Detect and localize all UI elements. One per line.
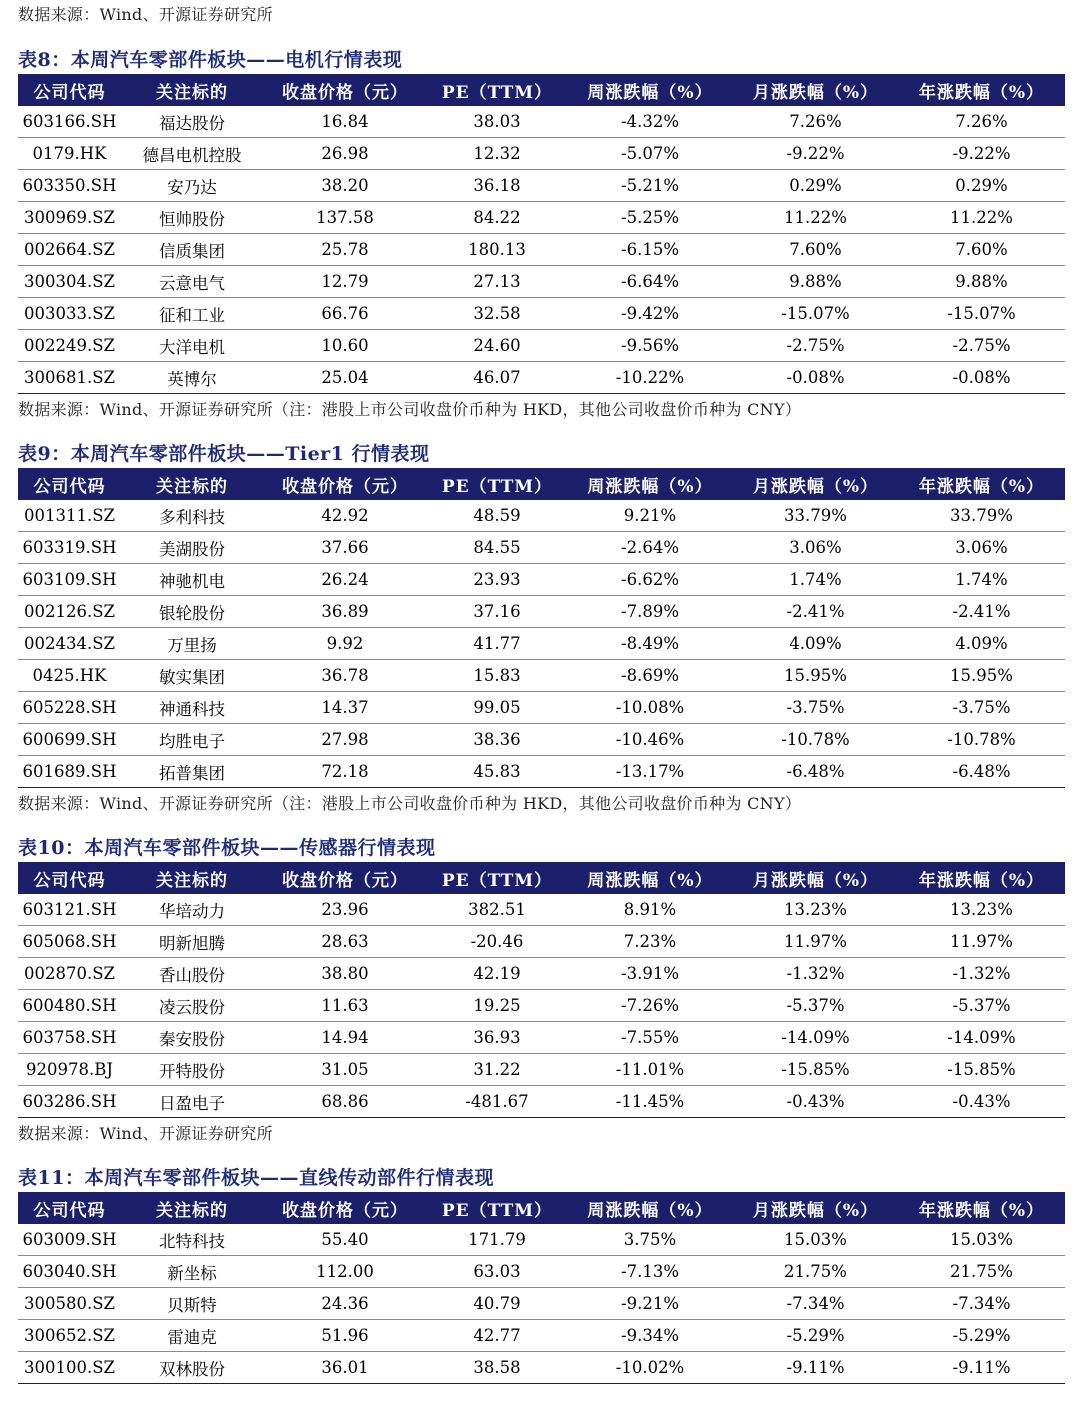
column-header: 公司代码 bbox=[33, 1200, 106, 1221]
column-header: 收盘价格（元） bbox=[282, 870, 408, 891]
table-cell: 46.07 bbox=[427, 362, 567, 394]
table-section bbox=[18, 834, 1065, 1150]
column-header: 月涨跌幅（%） bbox=[752, 870, 879, 891]
table-cell: -4.32% bbox=[567, 106, 733, 138]
tables-container bbox=[18, 46, 1065, 1384]
table-cell: 31.05 bbox=[263, 1054, 427, 1086]
table-cell: 英博尔 bbox=[121, 362, 263, 394]
table-cell: 300304.SZ bbox=[18, 266, 121, 298]
table-cell: 3.06% bbox=[898, 532, 1065, 564]
table-row bbox=[18, 532, 1065, 564]
table-cell: -9.11% bbox=[733, 1352, 898, 1384]
table-cell: -6.48% bbox=[733, 756, 898, 788]
table-cell: 23.96 bbox=[263, 894, 427, 926]
table-cell: 24.60 bbox=[427, 330, 567, 362]
table-cell: 双林股份 bbox=[121, 1352, 263, 1384]
table-cell: -15.07% bbox=[733, 298, 898, 330]
table-cell: -15.07% bbox=[898, 298, 1065, 330]
table-cell: 21.75% bbox=[733, 1256, 898, 1288]
table-cell: -0.08% bbox=[733, 362, 898, 394]
table-cell: 7.23% bbox=[567, 926, 733, 958]
table-cell: -10.78% bbox=[898, 724, 1065, 756]
table-cell: -14.09% bbox=[898, 1022, 1065, 1054]
table-cell: 15.95% bbox=[898, 660, 1065, 692]
table-row bbox=[18, 330, 1065, 362]
table-row bbox=[18, 958, 1065, 990]
column-header: 收盘价格（元） bbox=[282, 476, 408, 497]
table-cell: -9.21% bbox=[567, 1288, 733, 1320]
table-cell: 32.58 bbox=[427, 298, 567, 330]
table-title: 表8：本周汽车零部件板块——电机行情表现 bbox=[18, 49, 403, 71]
column-header: 年涨跌幅（%） bbox=[918, 82, 1045, 103]
column-header: 关注标的 bbox=[156, 82, 228, 103]
table-cell: 84.55 bbox=[427, 532, 567, 564]
table-cell: 27.13 bbox=[427, 266, 567, 298]
table-cell: -9.11% bbox=[898, 1352, 1065, 1384]
table-cell: 11.22% bbox=[733, 202, 898, 234]
table-cell: -3.75% bbox=[898, 692, 1065, 724]
table-cell: 40.79 bbox=[427, 1288, 567, 1320]
table-cell: 美湖股份 bbox=[121, 532, 263, 564]
table-cell: 7.26% bbox=[733, 106, 898, 138]
table-cell: 拓普集团 bbox=[121, 756, 263, 788]
table-cell: 1.74% bbox=[733, 564, 898, 596]
table-cell: 9.92 bbox=[263, 628, 427, 660]
table-cell: -7.26% bbox=[567, 990, 733, 1022]
table-row bbox=[18, 1352, 1065, 1384]
table-cell: 安乃达 bbox=[121, 170, 263, 202]
table-cell: 601689.SH bbox=[18, 756, 121, 788]
table-cell: -7.89% bbox=[567, 596, 733, 628]
table-cell: 26.24 bbox=[263, 564, 427, 596]
table-cell: -0.43% bbox=[898, 1086, 1065, 1118]
table-cell: 新坐标 bbox=[121, 1256, 263, 1288]
table-cell: -15.85% bbox=[733, 1054, 898, 1086]
table-cell: -6.15% bbox=[567, 234, 733, 266]
table-cell: -5.37% bbox=[733, 990, 898, 1022]
table-cell: 15.03% bbox=[733, 1224, 898, 1256]
column-header: 周涨跌幅（%） bbox=[587, 476, 713, 497]
table-row bbox=[18, 1086, 1065, 1118]
table-row bbox=[18, 628, 1065, 660]
column-header: 公司代码 bbox=[33, 870, 106, 891]
table-title: 表11：本周汽车零部件板块——直线传动部件行情表现 bbox=[18, 1167, 494, 1189]
table-cell: -7.13% bbox=[567, 1256, 733, 1288]
quote-table bbox=[18, 1192, 1065, 1384]
column-header: 年涨跌幅（%） bbox=[918, 476, 1045, 497]
quote-table bbox=[18, 862, 1065, 1118]
table-cell: 0.29% bbox=[733, 170, 898, 202]
table-cell: 180.13 bbox=[427, 234, 567, 266]
table-cell: 42.92 bbox=[263, 500, 427, 532]
table-cell: -10.02% bbox=[567, 1352, 733, 1384]
table-cell: 9.88% bbox=[733, 266, 898, 298]
table-cell: 137.58 bbox=[263, 202, 427, 234]
table-cell: 0.29% bbox=[898, 170, 1065, 202]
column-header: 关注标的 bbox=[156, 1200, 228, 1221]
header-row bbox=[18, 1192, 1065, 1224]
table-cell: 600480.SH bbox=[18, 990, 121, 1022]
table-cell: 福达股份 bbox=[121, 106, 263, 138]
table-cell: 3.75% bbox=[567, 1224, 733, 1256]
column-header: 年涨跌幅（%） bbox=[918, 870, 1045, 891]
column-header: PE（TTM） bbox=[441, 1200, 553, 1221]
document-page bbox=[18, 0, 1065, 1384]
table-row bbox=[18, 138, 1065, 170]
table-cell: 37.16 bbox=[427, 596, 567, 628]
table-cell: -3.91% bbox=[567, 958, 733, 990]
table-row bbox=[18, 926, 1065, 958]
table-row bbox=[18, 1320, 1065, 1352]
table-cell: 33.79% bbox=[733, 500, 898, 532]
table-cell: 25.04 bbox=[263, 362, 427, 394]
table-cell: 恒帅股份 bbox=[121, 202, 263, 234]
table-row bbox=[18, 500, 1065, 532]
table-cell: 36.89 bbox=[263, 596, 427, 628]
table-cell: -6.62% bbox=[567, 564, 733, 596]
table-cell: 德昌电机控股 bbox=[121, 138, 263, 170]
table-cell: 9.88% bbox=[898, 266, 1065, 298]
table-cell: 31.22 bbox=[427, 1054, 567, 1086]
table-cell: 603040.SH bbox=[18, 1256, 121, 1288]
table-cell: -11.45% bbox=[567, 1086, 733, 1118]
table-cell: 云意电气 bbox=[121, 266, 263, 298]
table-cell: -13.17% bbox=[567, 756, 733, 788]
table-cell: 603009.SH bbox=[18, 1224, 121, 1256]
table-cell: -8.49% bbox=[567, 628, 733, 660]
table-cell: 9.21% bbox=[567, 500, 733, 532]
table-cell: 600699.SH bbox=[18, 724, 121, 756]
table-cell: -9.42% bbox=[567, 298, 733, 330]
table-cell: 信质集团 bbox=[121, 234, 263, 266]
table-cell: -2.75% bbox=[733, 330, 898, 362]
table-cell: 003033.SZ bbox=[18, 298, 121, 330]
column-header: 月涨跌幅（%） bbox=[752, 1200, 879, 1221]
table-cell: 27.98 bbox=[263, 724, 427, 756]
table-cell: 605228.SH bbox=[18, 692, 121, 724]
table-row bbox=[18, 170, 1065, 202]
table-cell: 4.09% bbox=[898, 628, 1065, 660]
table-cell: 55.40 bbox=[263, 1224, 427, 1256]
table-cell: -15.85% bbox=[898, 1054, 1065, 1086]
source-note: 数据来源：Wind、开源证券研究所（注：港股上市公司收盘价币种为 HKD，其他公司收盘价币种为 CNY） bbox=[18, 794, 802, 813]
column-header: 关注标的 bbox=[156, 870, 228, 891]
table-cell: -6.64% bbox=[567, 266, 733, 298]
table-cell: 112.00 bbox=[263, 1256, 427, 1288]
table-cell: 605068.SH bbox=[18, 926, 121, 958]
table-cell: 300100.SZ bbox=[18, 1352, 121, 1384]
table-cell: -3.75% bbox=[733, 692, 898, 724]
column-header: PE（TTM） bbox=[441, 870, 553, 891]
table-cell: 42.77 bbox=[427, 1320, 567, 1352]
table-cell: -10.78% bbox=[733, 724, 898, 756]
table-row bbox=[18, 990, 1065, 1022]
table-row bbox=[18, 1054, 1065, 1086]
table-cell: -9.22% bbox=[733, 138, 898, 170]
table-cell: 38.36 bbox=[427, 724, 567, 756]
table-cell: 北特科技 bbox=[121, 1224, 263, 1256]
table-cell: -5.07% bbox=[567, 138, 733, 170]
table-cell: 7.60% bbox=[733, 234, 898, 266]
column-header: PE（TTM） bbox=[441, 476, 553, 497]
table-cell: 3.06% bbox=[733, 532, 898, 564]
table-row bbox=[18, 724, 1065, 756]
table-cell: 36.01 bbox=[263, 1352, 427, 1384]
table-cell: 12.32 bbox=[427, 138, 567, 170]
table-row bbox=[18, 1256, 1065, 1288]
table-cell: 开特股份 bbox=[121, 1054, 263, 1086]
table-cell: 大洋电机 bbox=[121, 330, 263, 362]
table-cell: 36.18 bbox=[427, 170, 567, 202]
table-cell: 28.63 bbox=[263, 926, 427, 958]
source-note: 数据来源：Wind、开源证券研究所（注：港股上市公司收盘价币种为 HKD，其他公司收盘价币种为 CNY） bbox=[18, 400, 802, 419]
table-cell: 14.37 bbox=[263, 692, 427, 724]
table-cell: -5.29% bbox=[733, 1320, 898, 1352]
table-cell: 华培动力 bbox=[121, 894, 263, 926]
table-cell: 38.80 bbox=[263, 958, 427, 990]
header-row bbox=[18, 74, 1065, 106]
table-cell: 4.09% bbox=[733, 628, 898, 660]
table-cell: 0179.HK bbox=[18, 138, 121, 170]
table-title: 表9：本周汽车零部件板块——Tier1 行情表现 bbox=[18, 443, 430, 465]
quote-table bbox=[18, 74, 1065, 394]
table-cell: 63.03 bbox=[427, 1256, 567, 1288]
table-cell: -7.34% bbox=[733, 1288, 898, 1320]
table-cell: 38.20 bbox=[263, 170, 427, 202]
table-cell: -9.34% bbox=[567, 1320, 733, 1352]
table-cell: 11.63 bbox=[263, 990, 427, 1022]
table-cell: 雷迪克 bbox=[121, 1320, 263, 1352]
table-cell: 25.78 bbox=[263, 234, 427, 266]
table-row bbox=[18, 564, 1065, 596]
table-cell: 24.36 bbox=[263, 1288, 427, 1320]
table-cell: 171.79 bbox=[427, 1224, 567, 1256]
table-cell: 920978.BJ bbox=[18, 1054, 121, 1086]
table-cell: 7.60% bbox=[898, 234, 1065, 266]
table-cell: -5.25% bbox=[567, 202, 733, 234]
table-cell: 41.77 bbox=[427, 628, 567, 660]
table-cell: 603758.SH bbox=[18, 1022, 121, 1054]
table-cell: 300580.SZ bbox=[18, 1288, 121, 1320]
table-cell: -20.46 bbox=[427, 926, 567, 958]
table-cell: 38.03 bbox=[427, 106, 567, 138]
table-cell: -7.55% bbox=[567, 1022, 733, 1054]
table-cell: 10.60 bbox=[263, 330, 427, 362]
table-cell: -8.69% bbox=[567, 660, 733, 692]
table-row bbox=[18, 362, 1065, 394]
table-section bbox=[18, 46, 1065, 426]
table-cell: 382.51 bbox=[427, 894, 567, 926]
table-cell: 19.25 bbox=[427, 990, 567, 1022]
table-cell: 香山股份 bbox=[121, 958, 263, 990]
table-cell: -6.48% bbox=[898, 756, 1065, 788]
table-section bbox=[18, 1164, 1065, 1384]
table-cell: 16.84 bbox=[263, 106, 427, 138]
table-cell: -7.34% bbox=[898, 1288, 1065, 1320]
table-cell: 万里扬 bbox=[121, 628, 263, 660]
table-row bbox=[18, 266, 1065, 298]
table-cell: -14.09% bbox=[733, 1022, 898, 1054]
table-cell: 300969.SZ bbox=[18, 202, 121, 234]
column-header: 收盘价格（元） bbox=[282, 1200, 408, 1221]
table-cell: 1.74% bbox=[898, 564, 1065, 596]
column-header: 周涨跌幅（%） bbox=[587, 82, 713, 103]
table-row bbox=[18, 234, 1065, 266]
table-cell: 84.22 bbox=[427, 202, 567, 234]
column-header: 月涨跌幅（%） bbox=[752, 82, 879, 103]
table-cell: 603350.SH bbox=[18, 170, 121, 202]
table-cell: -5.21% bbox=[567, 170, 733, 202]
table-cell: 26.98 bbox=[263, 138, 427, 170]
table-row bbox=[18, 298, 1065, 330]
table-cell: 45.83 bbox=[427, 756, 567, 788]
table-cell: 42.19 bbox=[427, 958, 567, 990]
table-cell: -9.22% bbox=[898, 138, 1065, 170]
table-cell: 002126.SZ bbox=[18, 596, 121, 628]
table-cell: 11.97% bbox=[733, 926, 898, 958]
column-header: 公司代码 bbox=[33, 82, 106, 103]
table-cell: 13.23% bbox=[898, 894, 1065, 926]
table-cell: 征和工业 bbox=[121, 298, 263, 330]
table-cell: -9.56% bbox=[567, 330, 733, 362]
table-row bbox=[18, 660, 1065, 692]
table-cell: 37.66 bbox=[263, 532, 427, 564]
source-note: 数据来源：Wind、开源证券研究所 bbox=[18, 1124, 273, 1143]
table-cell: -2.64% bbox=[567, 532, 733, 564]
table-cell: 002664.SZ bbox=[18, 234, 121, 266]
table-cell: 002249.SZ bbox=[18, 330, 121, 362]
quote-table bbox=[18, 468, 1065, 788]
table-cell: 15.95% bbox=[733, 660, 898, 692]
table-cell: -5.29% bbox=[898, 1320, 1065, 1352]
table-row bbox=[18, 756, 1065, 788]
table-cell: 11.97% bbox=[898, 926, 1065, 958]
table-cell: 23.93 bbox=[427, 564, 567, 596]
table-cell: 凌云股份 bbox=[121, 990, 263, 1022]
table-cell: 68.86 bbox=[263, 1086, 427, 1118]
table-cell: 银轮股份 bbox=[121, 596, 263, 628]
table-cell: 多利科技 bbox=[121, 500, 263, 532]
table-cell: 36.78 bbox=[263, 660, 427, 692]
column-header: 月涨跌幅（%） bbox=[752, 476, 879, 497]
top-source-note: 数据来源：Wind、开源证券研究所 bbox=[18, 5, 273, 24]
table-cell: -1.32% bbox=[898, 958, 1065, 990]
table-cell: 51.96 bbox=[263, 1320, 427, 1352]
table-cell: 15.83 bbox=[427, 660, 567, 692]
table-cell: 001311.SZ bbox=[18, 500, 121, 532]
table-cell: -0.08% bbox=[898, 362, 1065, 394]
table-row bbox=[18, 894, 1065, 926]
table-cell: 15.03% bbox=[898, 1224, 1065, 1256]
column-header: 公司代码 bbox=[33, 476, 106, 497]
column-header: 收盘价格（元） bbox=[282, 82, 408, 103]
table-row bbox=[18, 1224, 1065, 1256]
table-cell: 38.58 bbox=[427, 1352, 567, 1384]
table-cell: -1.32% bbox=[733, 958, 898, 990]
table-cell: 日盈电子 bbox=[121, 1086, 263, 1118]
table-cell: -10.46% bbox=[567, 724, 733, 756]
table-cell: 48.59 bbox=[427, 500, 567, 532]
table-cell: 603286.SH bbox=[18, 1086, 121, 1118]
table-cell: 002870.SZ bbox=[18, 958, 121, 990]
column-header: PE（TTM） bbox=[441, 82, 553, 103]
table-title: 表10：本周汽车零部件板块——传感器行情表现 bbox=[18, 837, 436, 859]
table-cell: 603109.SH bbox=[18, 564, 121, 596]
table-row bbox=[18, 1288, 1065, 1320]
table-cell: 敏实集团 bbox=[121, 660, 263, 692]
column-header: 周涨跌幅（%） bbox=[587, 870, 713, 891]
table-cell: 300681.SZ bbox=[18, 362, 121, 394]
table-cell: 603319.SH bbox=[18, 532, 121, 564]
table-cell: 66.76 bbox=[263, 298, 427, 330]
table-cell: 13.23% bbox=[733, 894, 898, 926]
table-cell: -2.41% bbox=[898, 596, 1065, 628]
column-header: 年涨跌幅（%） bbox=[918, 1200, 1045, 1221]
table-cell: 0425.HK bbox=[18, 660, 121, 692]
table-cell: 贝斯特 bbox=[121, 1288, 263, 1320]
table-row bbox=[18, 202, 1065, 234]
table-cell: 8.91% bbox=[567, 894, 733, 926]
table-cell: 神驰机电 bbox=[121, 564, 263, 596]
table-row bbox=[18, 1022, 1065, 1054]
table-cell: 33.79% bbox=[898, 500, 1065, 532]
table-cell: 明新旭腾 bbox=[121, 926, 263, 958]
table-cell: 7.26% bbox=[898, 106, 1065, 138]
table-cell: -10.22% bbox=[567, 362, 733, 394]
header-row bbox=[18, 862, 1065, 894]
column-header: 周涨跌幅（%） bbox=[587, 1200, 713, 1221]
table-row bbox=[18, 692, 1065, 724]
table-cell: 603121.SH bbox=[18, 894, 121, 926]
table-cell: 均胜电子 bbox=[121, 724, 263, 756]
table-section bbox=[18, 440, 1065, 820]
table-cell: 002434.SZ bbox=[18, 628, 121, 660]
table-cell: 300652.SZ bbox=[18, 1320, 121, 1352]
table-cell: -2.75% bbox=[898, 330, 1065, 362]
table-cell: -11.01% bbox=[567, 1054, 733, 1086]
table-row bbox=[18, 596, 1065, 628]
table-cell: 秦安股份 bbox=[121, 1022, 263, 1054]
table-cell: 99.05 bbox=[427, 692, 567, 724]
table-cell: 14.94 bbox=[263, 1022, 427, 1054]
table-cell: -10.08% bbox=[567, 692, 733, 724]
table-row bbox=[18, 106, 1065, 138]
header-row bbox=[18, 468, 1065, 500]
table-cell: 神通科技 bbox=[121, 692, 263, 724]
table-cell: -2.41% bbox=[733, 596, 898, 628]
table-cell: -481.67 bbox=[427, 1086, 567, 1118]
table-cell: 36.93 bbox=[427, 1022, 567, 1054]
table-cell: -5.37% bbox=[898, 990, 1065, 1022]
table-cell: 11.22% bbox=[898, 202, 1065, 234]
table-cell: -0.43% bbox=[733, 1086, 898, 1118]
table-cell: 603166.SH bbox=[18, 106, 121, 138]
table-cell: 72.18 bbox=[263, 756, 427, 788]
column-header: 关注标的 bbox=[156, 476, 228, 497]
table-cell: 21.75% bbox=[898, 1256, 1065, 1288]
table-cell: 12.79 bbox=[263, 266, 427, 298]
